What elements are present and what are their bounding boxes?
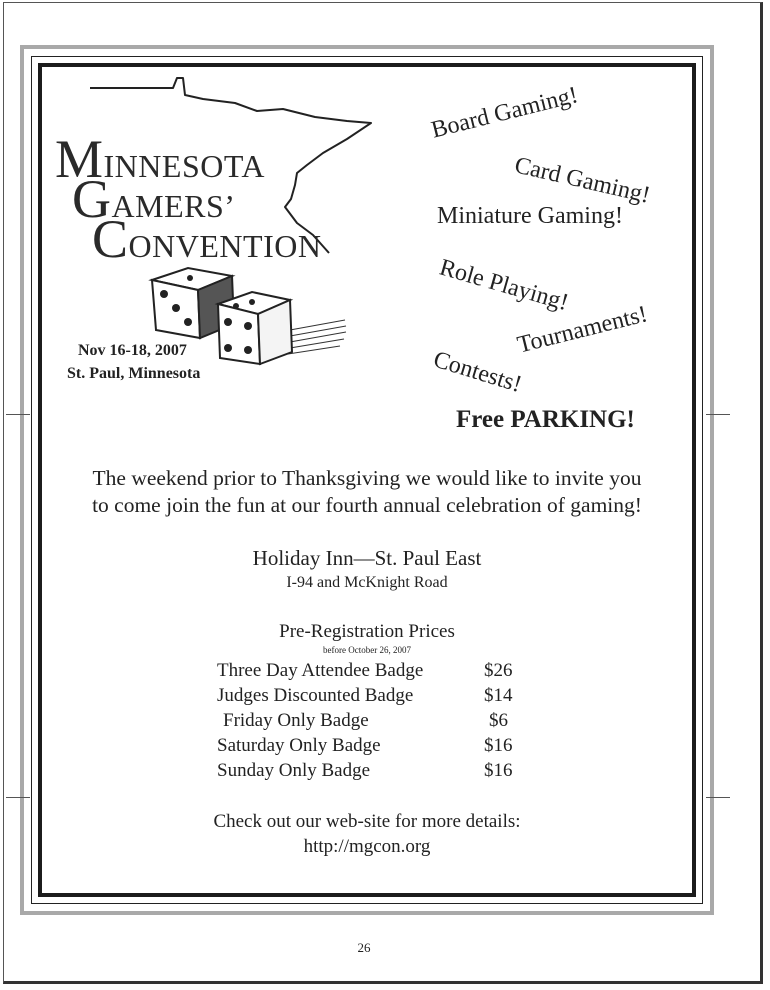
price-row-amount: $16 [484, 735, 513, 756]
price-row-amount: $16 [484, 760, 513, 781]
activity-miniature-gaming: Miniature Gaming! [437, 203, 623, 229]
price-row-label: Saturday Only Badge [217, 735, 381, 756]
frame-tick [706, 797, 730, 798]
website-url[interactable]: http://mgcon.org [303, 836, 431, 857]
activity-tournaments: Tournaments! [514, 301, 651, 359]
activity-role-playing: Role Playing! [436, 254, 572, 317]
logo-initial-m: M [55, 129, 104, 189]
invite-line-1: The weekend prior to Thanksgiving we would like to invite you [92, 466, 642, 490]
website-callout: Check out our web-site for more details: [213, 811, 521, 832]
prices-heading: Pre-Registration Prices [279, 621, 455, 642]
venue-name: Holiday Inn—St. Paul East [252, 546, 482, 570]
event-dates: Nov 16-18, 2007 [78, 342, 187, 359]
invite-line-2: to come join the fun at our fourth annual celebration of gaming! [92, 493, 642, 517]
price-row-label: Friday Only Badge [223, 710, 369, 731]
activity-board-gaming: Board Gaming! [428, 82, 581, 144]
venue-address: I-94 and McKnight Road [286, 574, 448, 591]
logo-rest-innesota: INNESOTA [103, 148, 265, 184]
price-row-label: Judges Discounted Badge [217, 685, 414, 706]
price-row-label: Three Day Attendee Badge [217, 660, 424, 681]
price-row-amount: $6 [489, 710, 508, 731]
activity-contests: Contests! [430, 346, 525, 398]
logo-initial-c: C [92, 209, 129, 269]
logo-rest-onvention: ONVENTION [128, 228, 322, 264]
logo-initial-g: G [72, 169, 112, 229]
page-number: 26 [357, 940, 371, 955]
prices-deadline-note: before October 26, 2007 [323, 645, 411, 655]
price-row-label: Sunday Only Badge [217, 760, 371, 781]
event-location: St. Paul, Minnesota [67, 365, 201, 382]
frame-tick [6, 414, 30, 415]
price-row-amount: $14 [484, 685, 513, 706]
activity-card-gaming: Card Gaming! [512, 152, 653, 209]
frame-tick [706, 414, 730, 415]
frame-tick [6, 797, 30, 798]
price-row-amount: $26 [484, 660, 513, 681]
free-parking-callout: Free PARKING! [456, 406, 635, 433]
logo-rest-amers: AMERS’ [111, 188, 236, 224]
